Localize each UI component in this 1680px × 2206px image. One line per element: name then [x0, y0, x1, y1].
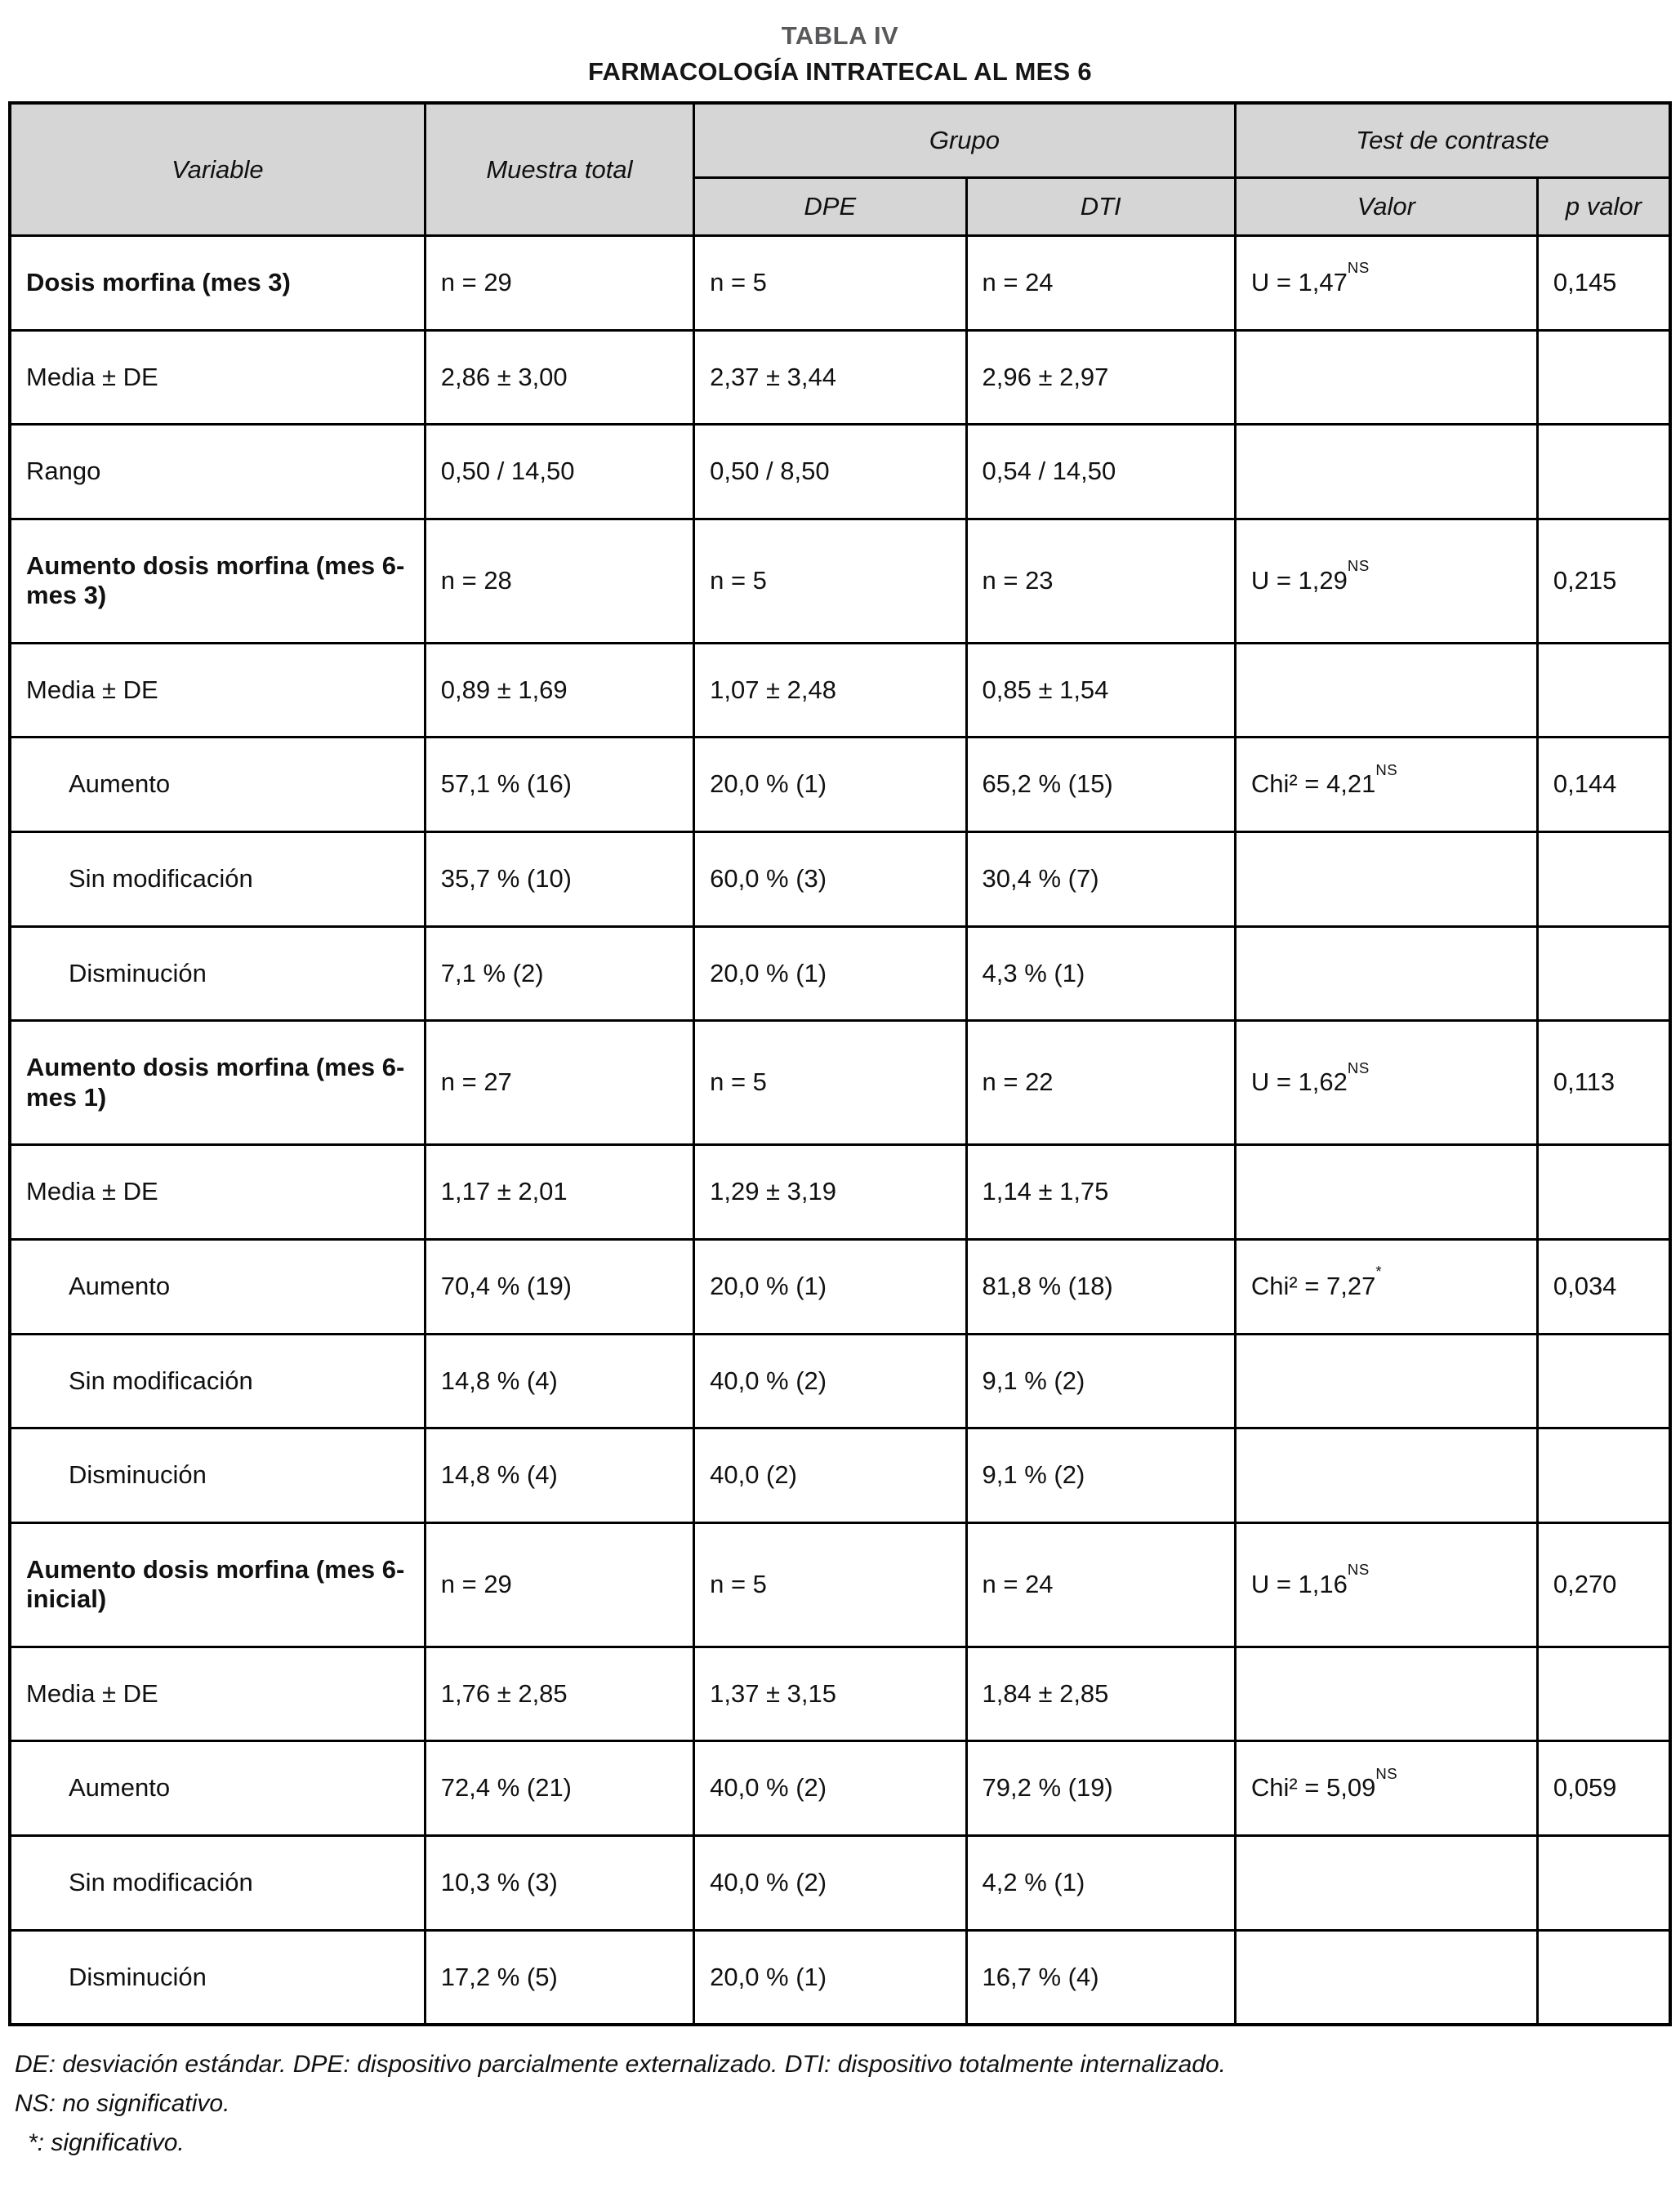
table-row	[10, 330, 1670, 425]
cell-p-valor: 0,215	[1537, 519, 1670, 643]
table-header	[10, 103, 1670, 236]
cell-muestra-total: 70,4 % (19)	[425, 1239, 693, 1334]
pharmacology-table	[8, 101, 1672, 2026]
table-title	[8, 21, 1672, 87]
table-row	[10, 1428, 1670, 1523]
cell-dti: n = 23	[966, 519, 1235, 643]
cell-p-valor: 0,113	[1537, 1021, 1670, 1145]
cell-muestra-total: 7,1 % (2)	[425, 926, 693, 1021]
table-row	[10, 519, 1670, 643]
cell-p-valor	[1537, 1428, 1670, 1523]
footnotes	[8, 2048, 1672, 2160]
cell-valor	[1235, 1930, 1537, 2025]
col-header-p-valor: p valor	[1537, 178, 1670, 236]
cell-dti: 81,8 % (18)	[966, 1239, 1235, 1334]
cell-dti: 65,2 % (15)	[966, 738, 1235, 832]
col-header-valor: Valor	[1235, 178, 1537, 236]
cell-muestra-total: n = 29	[425, 236, 693, 331]
col-header-grupo: Grupo	[694, 103, 1236, 178]
cell-muestra-total: 1,17 ± 2,01	[425, 1145, 693, 1240]
significance-superscript: NS	[1347, 557, 1370, 575]
cell-muestra-total: 57,1 % (16)	[425, 738, 693, 832]
table-row	[10, 1930, 1670, 2025]
cell-valor	[1235, 738, 1537, 832]
cell-variable: Aumento	[10, 1239, 425, 1334]
cell-dpe: 20,0 % (1)	[694, 1239, 966, 1334]
cell-dti: 4,3 % (1)	[966, 926, 1235, 1021]
cell-variable: Sin modificación	[10, 1334, 425, 1428]
significance-superscript: *	[1375, 1263, 1383, 1281]
col-header-dti: DTI	[966, 178, 1235, 236]
cell-dti: 16,7 % (4)	[966, 1930, 1235, 2025]
table-row	[10, 1741, 1670, 1836]
cell-dpe: 40,0 % (2)	[694, 1835, 966, 1930]
cell-valor	[1235, 1522, 1537, 1647]
cell-p-valor: 0,144	[1537, 738, 1670, 832]
cell-variable: Dosis morfina (mes 3)	[10, 236, 425, 331]
significance-superscript: NS	[1347, 1058, 1370, 1076]
table-row	[10, 1334, 1670, 1428]
significance-superscript: NS	[1375, 1764, 1398, 1782]
cell-muestra-total: 0,89 ± 1,69	[425, 643, 693, 738]
cell-muestra-total: n = 28	[425, 519, 693, 643]
cell-dpe: 2,37 ± 3,44	[694, 330, 966, 425]
cell-variable: Sin modificación	[10, 1835, 425, 1930]
cell-dti: 0,54 / 14,50	[966, 425, 1235, 519]
table-row	[10, 1021, 1670, 1145]
cell-p-valor: 0,034	[1537, 1239, 1670, 1334]
significance-superscript: NS	[1375, 760, 1398, 778]
cell-variable: Media ± DE	[10, 643, 425, 738]
statistic-value: U = 1,29	[1250, 566, 1348, 595]
cell-dpe: 20,0 % (1)	[694, 1930, 966, 2025]
cell-p-valor: 0,059	[1537, 1741, 1670, 1836]
cell-valor	[1235, 330, 1537, 425]
cell-p-valor	[1537, 330, 1670, 425]
significance-superscript: NS	[1347, 259, 1370, 277]
cell-dpe: 40,0 % (2)	[694, 1741, 966, 1836]
cell-p-valor	[1537, 425, 1670, 519]
cell-dti: n = 24	[966, 1522, 1235, 1647]
cell-dpe: 20,0 % (1)	[694, 738, 966, 832]
cell-variable: Aumento dosis morfina (mes 6- mes 3)	[10, 519, 425, 643]
cell-valor	[1235, 425, 1537, 519]
cell-valor	[1235, 1145, 1537, 1240]
table-row	[10, 1239, 1670, 1334]
cell-dti: 9,1 % (2)	[966, 1334, 1235, 1428]
cell-dpe: 1,37 ± 3,15	[694, 1647, 966, 1741]
cell-muestra-total: 0,50 / 14,50	[425, 425, 693, 519]
cell-muestra-total: 10,3 % (3)	[425, 1835, 693, 1930]
cell-variable: Disminución	[10, 1930, 425, 2025]
col-header-dpe: DPE	[694, 178, 966, 236]
statistic-value: Chi² = 4,21	[1250, 769, 1376, 799]
cell-p-valor	[1537, 1334, 1670, 1428]
cell-valor	[1235, 1021, 1537, 1145]
cell-muestra-total: 72,4 % (21)	[425, 1741, 693, 1836]
cell-p-valor	[1537, 1930, 1670, 2025]
cell-valor	[1235, 643, 1537, 738]
cell-muestra-total: 14,8 % (4)	[425, 1334, 693, 1428]
table-row	[10, 1835, 1670, 1930]
statistic-value: Chi² = 7,27	[1250, 1271, 1376, 1300]
cell-dpe: n = 5	[694, 236, 966, 331]
table-row	[10, 425, 1670, 519]
cell-valor	[1235, 1835, 1537, 1930]
cell-p-valor	[1537, 1835, 1670, 1930]
cell-variable: Disminución	[10, 1428, 425, 1523]
cell-valor	[1235, 1741, 1537, 1836]
cell-dpe: 1,07 ± 2,48	[694, 643, 966, 738]
cell-muestra-total: n = 27	[425, 1021, 693, 1145]
cell-variable: Aumento dosis morfina (mes 6- inicial)	[10, 1522, 425, 1647]
cell-dpe: 40,0 % (2)	[694, 1334, 966, 1428]
footnote-significant: *: significativo.	[28, 2129, 185, 2157]
cell-muestra-total: 2,86 ± 3,00	[425, 330, 693, 425]
col-header-variable: Variable	[10, 103, 425, 236]
cell-p-valor	[1537, 1647, 1670, 1741]
cell-dpe: 20,0 % (1)	[694, 926, 966, 1021]
cell-variable: Rango	[10, 425, 425, 519]
statistic-value: U = 1,16	[1250, 1569, 1348, 1598]
table-number: TABLA IV	[781, 21, 899, 50]
cell-valor	[1235, 926, 1537, 1021]
cell-p-valor: 0,145	[1537, 236, 1670, 331]
cell-dti: n = 22	[966, 1021, 1235, 1145]
cell-dpe: n = 5	[694, 1522, 966, 1647]
cell-dti: 1,84 ± 2,85	[966, 1647, 1235, 1741]
cell-valor	[1235, 832, 1537, 927]
cell-dti: 9,1 % (2)	[966, 1428, 1235, 1523]
cell-dti: 2,96 ± 2,97	[966, 330, 1235, 425]
cell-valor	[1235, 1647, 1537, 1741]
cell-dti: 0,85 ± 1,54	[966, 643, 1235, 738]
cell-muestra-total: 35,7 % (10)	[425, 832, 693, 927]
footnote-abbreviations: DE: desviación estándar. DPE: dispositivo parcialmente externalizado. DTI: dispositivo totalmente internalizado.	[15, 2051, 1226, 2079]
cell-valor	[1235, 1239, 1537, 1334]
cell-dti: 4,2 % (1)	[966, 1835, 1235, 1930]
cell-variable: Aumento	[10, 1741, 425, 1836]
cell-dpe: 40,0 (2)	[694, 1428, 966, 1523]
table-row	[10, 643, 1670, 738]
table-caption: FARMACOLOGÍA INTRATECAL AL MES 6	[588, 57, 1092, 86]
cell-p-valor	[1537, 832, 1670, 927]
significance-superscript: NS	[1347, 1561, 1370, 1579]
cell-muestra-total: 17,2 % (5)	[425, 1930, 693, 2025]
table-row	[10, 1647, 1670, 1741]
cell-dti: 1,14 ± 1,75	[966, 1145, 1235, 1240]
cell-dti: 30,4 % (7)	[966, 832, 1235, 927]
cell-variable: Media ± DE	[10, 330, 425, 425]
cell-muestra-total: 14,8 % (4)	[425, 1428, 693, 1523]
cell-dpe: n = 5	[694, 1021, 966, 1145]
statistic-value: Chi² = 5,09	[1250, 1773, 1376, 1803]
table-row	[10, 1522, 1670, 1647]
cell-valor	[1235, 1428, 1537, 1523]
cell-variable: Disminución	[10, 926, 425, 1021]
header-row-top	[10, 103, 1670, 178]
cell-dti: 79,2 % (19)	[966, 1741, 1235, 1836]
cell-variable: Media ± DE	[10, 1647, 425, 1741]
table-row	[10, 738, 1670, 832]
cell-dpe: 1,29 ± 3,19	[694, 1145, 966, 1240]
cell-valor	[1235, 236, 1537, 331]
cell-valor	[1235, 1334, 1537, 1428]
table-row	[10, 236, 1670, 331]
table-row	[10, 926, 1670, 1021]
cell-variable: Aumento dosis morfina (mes 6- mes 1)	[10, 1021, 425, 1145]
table-body	[10, 236, 1670, 2026]
cell-variable: Aumento	[10, 738, 425, 832]
footnote-ns: NS: no significativo.	[15, 2090, 230, 2118]
cell-variable: Media ± DE	[10, 1145, 425, 1240]
cell-valor	[1235, 519, 1537, 643]
table-row	[10, 832, 1670, 927]
cell-muestra-total: n = 29	[425, 1522, 693, 1647]
cell-variable: Sin modificación	[10, 832, 425, 927]
cell-p-valor: 0,270	[1537, 1522, 1670, 1647]
cell-dpe: 60,0 % (3)	[694, 832, 966, 927]
cell-dpe: n = 5	[694, 519, 966, 643]
cell-muestra-total: 1,76 ± 2,85	[425, 1647, 693, 1741]
cell-p-valor	[1537, 643, 1670, 738]
statistic-value: U = 1,47	[1250, 268, 1348, 296]
col-header-muestra-total: Muestra total	[425, 103, 693, 236]
statistic-value: U = 1,62	[1250, 1067, 1348, 1097]
cell-p-valor	[1537, 926, 1670, 1021]
cell-p-valor	[1537, 1145, 1670, 1240]
cell-dti: n = 24	[966, 236, 1235, 331]
cell-dpe: 0,50 / 8,50	[694, 425, 966, 519]
col-header-test-contraste: Test de contraste	[1235, 103, 1670, 178]
table-row	[10, 1145, 1670, 1240]
